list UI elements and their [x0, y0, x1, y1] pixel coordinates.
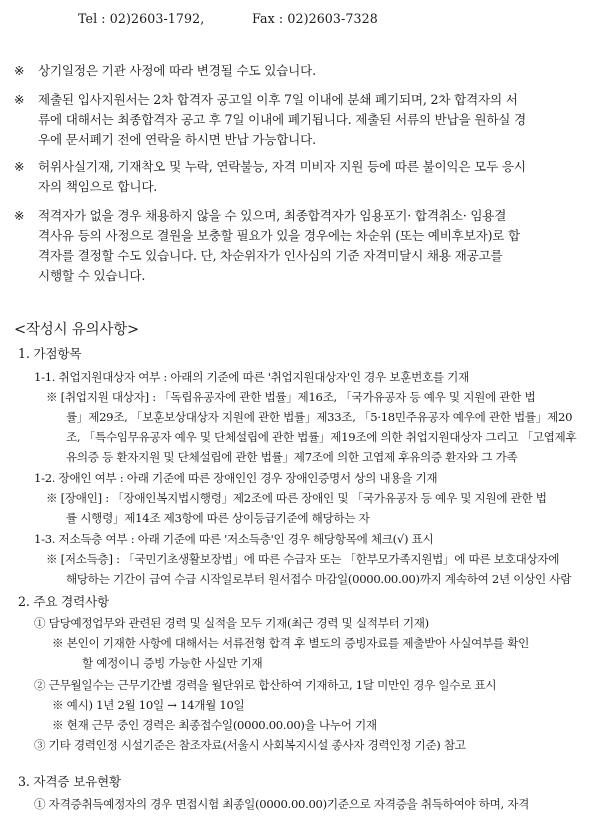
notice-text: 격사유 등의 사정으로 결원을 보충할 필요가 있을 경우에는 차순위 (또는 예비후보자)로 합 [38, 228, 521, 243]
notice-mark: ※ [14, 208, 25, 223]
note-text: ※ 예시) 1년 2월 10일 → 14개월 10일 [52, 698, 245, 712]
section-heading: 1. 가점항목 [18, 346, 82, 361]
notice-text: 적격자가 없을 경우 채용하지 않을 수 있으며, 최종합격자가 임용포기· 합격취소· 임용결 [38, 208, 507, 223]
item-text: ① 담당예정업무와 관련된 경력 및 실적을 모두 기재(최근 경력 및 실적부터 기재) [34, 616, 429, 630]
note-text: 해당하는 기간이 급여 수급 시작일로부터 원서접수 마감일(0000.00.00)까지 계속하여 2년 이상인 사람 [66, 572, 572, 586]
note-text: ※ 본인이 기재한 사항에 대해서는 서류전형 합격 후 별도의 증빙자료를 제출받아 사실여부를 확인 [52, 636, 530, 650]
note-text: 률」제29조, 「보훈보상대상자 지원에 관한 법률」제33조, 「5·18민주유공자 예우에 관한 법률」제20 [66, 410, 573, 424]
note-text: ※ [취업지원 대상자] : 「독립유공자에 관한 법률」제16조, 「국가유공자 등 예우 및 지원에 관한 법 [46, 390, 536, 404]
note-text: ※ [장애인] : 「장애인복지법시행령」제2조에 따른 장애인 및 「국가유공자 등 예우 및 지원에 관한 법 [46, 491, 547, 505]
notice-text: 격자를 결정할 수도 있습니다. 단, 차순위자가 인사심의 기준 자격미달시 채용 재공고를 [38, 248, 503, 263]
notice-text: 시행할 수 있습니다. [38, 268, 146, 283]
notice-text: 류에 대해서는 최종합격자 공고 후 7일 이내에 폐기됩니다. 제출된 서류의 반납을 원하실 경 [38, 112, 527, 127]
note-text: 률 시행령」제14조 제3항에 따른 상이등급기준에 해당하는 자 [66, 511, 370, 525]
notice-text: 허위사실기재, 기재착오 및 누락, 연락불능, 자격 미비자 지원 등에 따른 불이익은 모두 응시 [38, 159, 526, 174]
fax-number: Fax : 02)2603-7328 [252, 11, 378, 26]
item-text: 1-3. 저소득층 여부 : 아래 기준에 따른 '저소득층'인 경우 해당항목에 체크(√) 표시 [34, 532, 434, 546]
notice-text: 자의 책임으로 합니다. [38, 179, 158, 194]
item-text: ① 자격증취득예정자의 경우 면접시험 최종일(0000.00.00)기준으로 자격증을 취득하여야 하며, 자격 [34, 797, 530, 811]
note-text: 유의증 등 환자지원 및 단체설립에 관한 법률」제7조에 의한 고엽제 후유의증 환자와 그 가족 [66, 450, 518, 464]
notice-text: 우에 문서폐기 전에 연락을 하시면 반납 가능합니다. [38, 132, 316, 147]
note-text: ※ [저소득층] : 「국민기초생활보장법」에 따른 수급자 또는 「한부모가족지원법」에 따른 보호대상자에 [46, 552, 560, 566]
note-text: 조, 「특수임무유공자 예우 및 단체설립에 관한 법률」제19조에 의한 취업지원대상자 그리고 「고엽제후 [66, 430, 577, 444]
notice-mark: ※ [14, 92, 25, 107]
notice-mark: ※ [14, 63, 25, 78]
notice-text: 상기일정은 기관 사정에 따라 변경될 수도 있습니다. [38, 63, 316, 78]
guide-title: <작성시 유의사항> [14, 322, 139, 338]
item-text: 1-2. 장애인 여부 : 아래 기준에 따른 장애인인 경우 장애인증명서 상의 내용을 기재 [34, 471, 438, 485]
note-text: 할 예정이니 증빙 가능한 사실만 기재 [82, 656, 263, 670]
tel-number: Tel : 02)2603-1792, [78, 11, 205, 26]
item-text: 1-1. 취업지원대상자 여부 : 아래의 기준에 따른 '취업지원대상자'인 경우 보훈번호를 기재 [34, 370, 469, 384]
item-text: ③ 기타 경력인정 시설기준은 참조자료(서울시 사회복지시설 종사자 경력인정 기준) 참고 [34, 738, 466, 752]
item-text: ② 근무월일수는 근무기간별 경력을 월단위로 합산하여 기재하고, 1달 미만인 경우 일수로 표시 [34, 678, 497, 692]
section-heading: 3. 자격증 보유현황 [18, 774, 121, 789]
notice-text: 제출된 입사지원서는 2차 합격자 공고일 이후 7일 이내에 분쇄 폐기되며, 2차 합격자의 서 [38, 92, 518, 107]
note-text: ※ 현재 근무 중인 경력은 최종접수일(0000.00.00)을 나누어 기재 [52, 718, 377, 732]
notice-mark: ※ [14, 159, 25, 174]
section-heading: 2. 주요 경력사항 [18, 594, 110, 609]
